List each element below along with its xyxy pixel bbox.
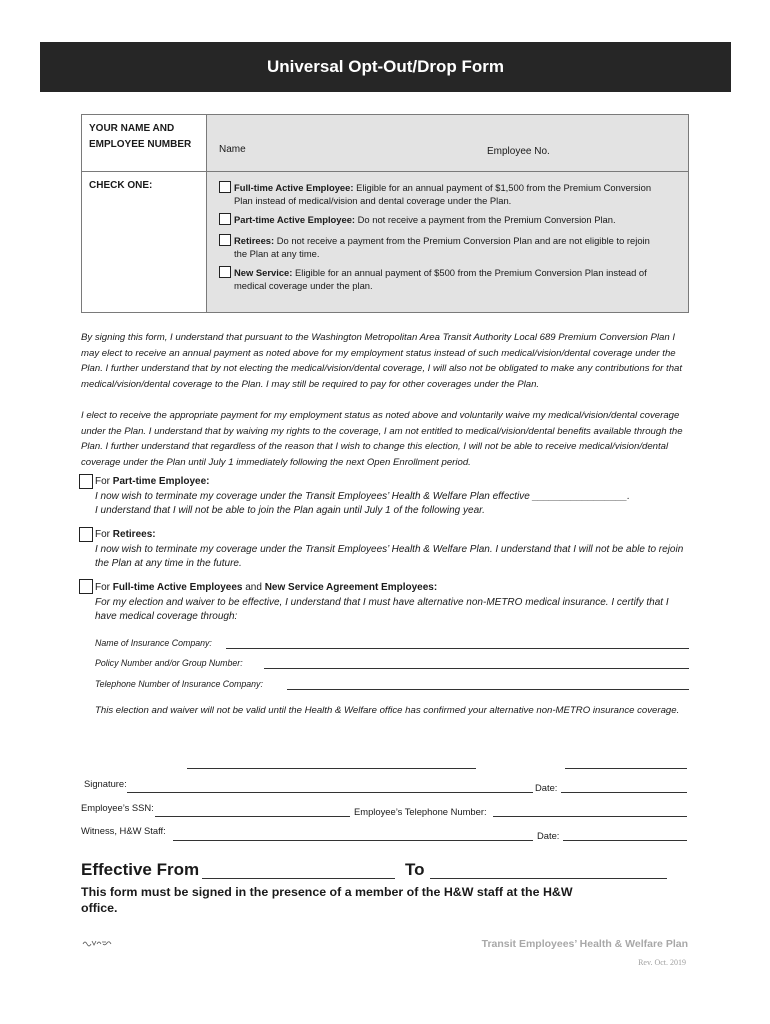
employee-no-field-label: Employee No. [487,146,550,157]
effective-to-line[interactable] [430,878,667,879]
checkbox-fulltime[interactable] [219,181,231,193]
section-retirees [95,528,690,572]
date2-label: Date: [537,830,560,841]
ssn-label: Employee’s SSN: [81,802,154,813]
option-parttime-label: Part-time Active Employee: [234,214,356,225]
section-fulltime-heading2: New Service Agreement Employees: [264,582,438,593]
telephone-label: Employee’s Telephone Number: [354,806,487,817]
checkbox-new-service[interactable] [219,266,231,278]
effective-to-label: To [405,860,425,879]
section-retirees-prefix: For [95,529,110,540]
check-label-cell [82,172,207,312]
option-fulltime[interactable] [219,181,659,207]
effective-from-line[interactable] [202,878,395,879]
section-parttime-line1: I now wish to terminate my coverage under the Transit Employees’ Health & Welfare Plan effective _________________. [95,490,630,502]
section-parttime-prefix: For [95,476,110,487]
options-cell [207,172,688,312]
checkbox-parttime[interactable] [219,213,231,225]
checkbox-section-fulltime[interactable] [79,579,93,594]
checkbox-section-parttime[interactable] [79,474,93,489]
footer-plan-name: Transit Employees’ Health & Welfare Plan [481,938,688,950]
agreement-paragraph-1: By signing this form, I understand that pursuant to the Washington Metropolitan Area Transit Authority Local 689 Premium Conversion Plan I may elect to receive an annual payment as noted above for my employment status instead of such medical/vision/dental coverage under the Plan. I further understand that by not electing the medical/vision/dental coverage, I will also not be obligated to make any contributions for that medical/vision/dental coverage to the Plan. I may still be required to pay for other coverages under the Plan. [81,332,683,390]
effective-from-label: Effective From [81,860,200,879]
date-line[interactable] [561,792,687,793]
check-one-label: CHECK ONE: [89,180,153,191]
validity-note: This election and waiver will not be valid until the Health & Welfare office has confirmed your alternative non-METRO insurance coverage. [95,705,680,716]
section-fulltime [95,581,690,625]
option-new-service-label: New Service: [234,267,293,278]
small-logo-icon [82,938,112,947]
insurance-company-line[interactable] [226,648,689,649]
option-new-service-text: Eligible for an annual payment of $500 from the Premium Conversion Plan instead of medical coverage under the plan. [234,267,647,291]
footer-revision: Rev. Oct. 2019 [638,958,686,967]
option-fulltime-text: Eligible for an annual payment of $1,500 from the Premium Conversion Plan instead of medical/vision and dental coverage under the Plan. [234,182,652,206]
section-retirees-heading: Retirees: [112,529,156,540]
option-retirees-text: Do not receive a payment from the Premium Conversion Plan and are not eligible to rejoin the Plan at any time. [234,235,650,259]
name-label-cell [82,115,207,172]
option-retirees-label: Retirees: [234,235,275,246]
policy-number-label: Policy Number and/or Group Number: [95,658,243,668]
employee-info-table [81,114,689,313]
form-title: Universal Opt-Out/Drop Form [266,57,505,76]
option-parttime-text: Do not receive a payment from the Premium Conversion Plan. [357,214,616,225]
section-parttime [95,475,690,519]
policy-number-line[interactable] [264,668,689,669]
name-label: YOUR NAME AND EMPLOYEE NUMBER [89,123,192,150]
section-fulltime-prefix: For [95,582,110,593]
section-fulltime-heading1: Full-time Active Employees [112,582,243,593]
date-label: Date: [535,782,558,793]
checkbox-section-retirees[interactable] [79,527,93,542]
witness-label: Witness, H&W Staff: [81,825,166,836]
name-field-label: Name [219,144,246,155]
section-retirees-text: I now wish to terminate my coverage under the Transit Employees’ Health & Welfare Plan. I understand that I will not be able to rejoin the Plan at any time in the future. [95,543,684,569]
checkbox-retirees[interactable] [219,234,231,246]
section-fulltime-and: and [245,582,262,593]
upper-signature-line[interactable] [187,768,476,769]
signature-label: Signature: [84,778,127,789]
section-parttime-heading: Part-time Employee: [112,476,210,487]
signing-notice: This form must be signed in the presence of a member of the H&W staff at the H&W office. [81,885,573,915]
insurance-phone-label: Telephone Number of Insurance Company: [95,679,263,689]
option-new-service[interactable] [219,266,659,292]
section-parttime-line2: I understand that I will not be able to join the Plan again until July 1 of the following year. [95,505,485,516]
witness-line[interactable] [173,840,533,841]
date2-line[interactable] [563,840,687,841]
section-fulltime-text: For my election and waiver to be effective, I understand that I must have alternative non-METRO medical insurance. I certify that I have medical coverage through: [95,596,669,622]
upper-date-line[interactable] [565,768,687,769]
insurance-company-label: Name of Insurance Company: [95,638,212,648]
ssn-line[interactable] [155,816,350,817]
option-parttime[interactable] [219,213,659,226]
form-title-bar [40,42,731,92]
signature-line[interactable] [127,792,533,793]
agreement-paragraph-2: I elect to receive the appropriate payment for my employment status as noted above and voluntarily waive my medical/vision/dental coverage under the Plan. I understand that by waiving my rights to the coverage, I am not entitled to medical/vision/dental benefits available through the Plan. I further understand that regardless of the reason that I wish to change this election, I will not be able to receive medical/vision/dental coverage under the Plan until July 1 immediately following the next Open Enrollment period. [81,410,683,468]
option-fulltime-label: Full-time Active Employee: [234,182,354,193]
name-field-cell[interactable] [207,115,688,172]
telephone-line[interactable] [493,816,687,817]
insurance-phone-line[interactable] [287,689,689,690]
option-retirees[interactable] [219,234,659,260]
